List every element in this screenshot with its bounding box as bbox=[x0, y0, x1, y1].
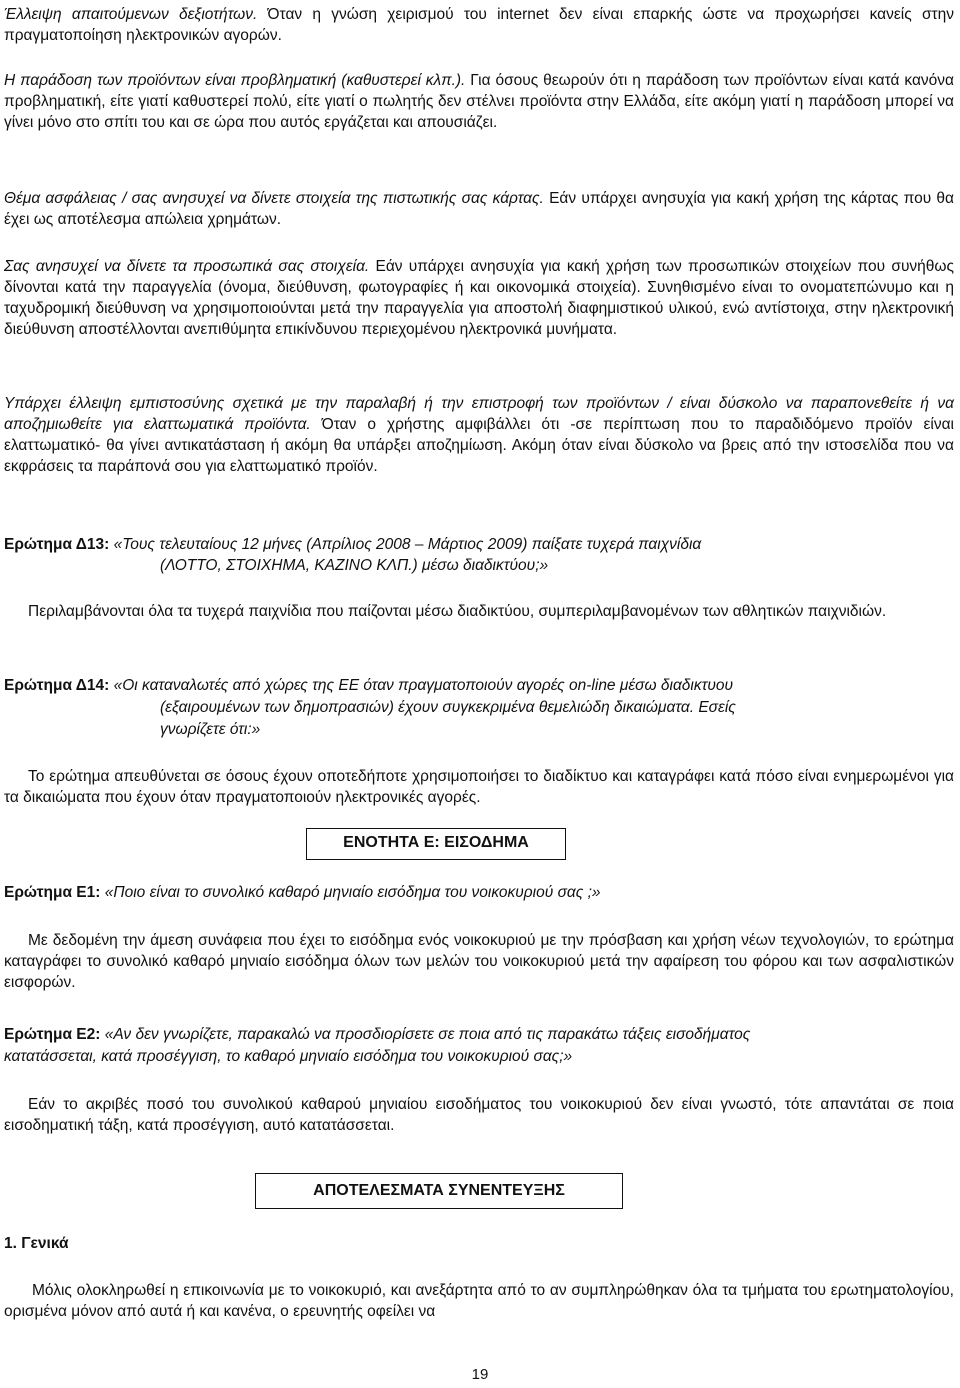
paragraph-lead: Η παράδοση των προϊόντων είναι προβληματική (καθυστερεί κλπ.). bbox=[4, 72, 466, 89]
question-label: Ερώτημα Ε2: bbox=[4, 1026, 101, 1043]
paragraph-delivery bbox=[4, 70, 954, 133]
paragraph-lead: Έλλειψη απαιτούμενων δεξιοτήτων. bbox=[4, 6, 258, 23]
answer-e1: Με δεδομένη την άμεση συνάφεια που έχει το εισόδημα ενός νοικοκυριού με την πρόσβαση και χρήση νέων τεχνολογιών, το ερώτημα καταγράφει το συνολικό καθαρό μηνιαίο εισόδημα όλων των μελών του νοικοκυριού μετά την αφαίρεση του φόρου και των ασφαλιστικών εισφορών. bbox=[4, 932, 954, 991]
section-heading-general: 1. Γενικά bbox=[4, 1235, 69, 1252]
question-text: «Ποιο είναι το συνολικό καθαρό μηνιαίο εισόδημα του νοικοκυριού σας ;» bbox=[104, 884, 601, 901]
question-text-line-1: «Αν δεν γνωρίζετε, παρακαλώ να προσδιορίσετε σε ποια από τις παρακάτω τάξεις εισοδήματος bbox=[104, 1026, 751, 1043]
paragraph-text: Όταν η γνώση χειρισμού του internet δεν είναι επαρκής ώστε να προχωρήσει κανείς στην πραγματοποίηση ηλεκτρονικών αγορών. bbox=[4, 6, 955, 44]
answer-d14: Το ερώτημα απευθύνεται σε όσους έχουν οποτεδήποτε χρησιμοποιήσει το διαδίκτυο και καταγράφει κατά πόσο είναι ενημερωμένοι για τα δικαιώματα που έχουν όταν πραγματοποιούν ηλεκτρονικές αγορές. bbox=[4, 768, 954, 806]
paragraph-lead: Σας ανησυχεί να δίνετε τα προσωπικά σας στοιχεία. bbox=[4, 258, 370, 275]
paragraph-text: Για όσους θεωρούν ότι η παράδοση των προϊόντων είναι κατά κανόνα προβληματική, είτε γιατί καθυστερεί πολύ, είτε γιατί ο πωλητής δεν στέλνει προϊόντα στην Ελλάδα, είτε ακόμη γιατί η παράδοση μπορεί να γίνει μόνο στο σπίτι του και σε ώρα που αυτός εργάζεται και απουσιάζει. bbox=[4, 72, 955, 131]
question-text-line-3: γνωρίζετε ότι:» bbox=[160, 721, 261, 738]
answer-d13: Περιλαμβάνονται όλα τα τυχερά παιχνίδια που παίζονται μέσω διαδικτύου, συμπεριλαμβανομένων των αθλητικών παιχνιδιών. bbox=[28, 603, 887, 620]
question-text-line-2: (εξαιρουμένων των δημοπρασιών) έχουν συγκεκριμένα θεμελιώδη δικαιώματα. Εσείς bbox=[160, 699, 736, 716]
results-title: ΑΠΟΤΕΛΕΣΜΑΤΑ ΣΥΝΕΝΤΕΥΞΗΣ bbox=[255, 1173, 623, 1209]
question-text-line-2: κατατάσσεται, κατά προσέγγιση, το καθαρό μηνιαίο εισόδημα του νοικοκυριού σας;» bbox=[4, 1048, 573, 1065]
paragraph-card-security bbox=[4, 188, 954, 230]
paragraph-text: Εάν υπάρχει ανησυχία για κακή χρήση της κάρτας που θα έχει ως αποτέλεσμα απώλεια χρημάτων. bbox=[4, 190, 954, 228]
paragraph-text: Όταν ο χρήστης αμφιβάλλει ότι -σε περίπτωση που το παραδιδόμενο προϊόν είναι ελαττωματικό- θα γίνει αντικατάσταση ή ακόμη θα υπάρξει αποζημίωση. Ακόμη όταν είναι δύσκολο να βρεις από την ιστοσελίδα που να εκφράσεις τα παράπονά σου για ελαττωματικό προϊόν. bbox=[4, 416, 954, 475]
paragraph-text: Εάν υπάρχει ανησυχία για κακή χρήση των προσωπικών στοιχείων που συνήθως δίνονται κατά την παραγγελία (όνομα, διεύθυνση, φωτογραφίες ή και οικονομικά στοιχεία). Συνηθισμένο είναι το ονοματεπώνυμο και η ταχυδρομική διεύθυνση να χρησιμοποιούνται μετά την παραγγελία για αποστολή διαφημιστικού υλικού, ενώ αντίστοιχα, στην ηλεκτρονική διεύθυνση αποστέλλονται ανεπιθύμητα επικίνδυνου περιεχομένου ηλεκτρονικά μυνήματα. bbox=[4, 258, 954, 338]
question-text-line-1: «Τους τελευταίους 12 μήνες (Απρίλιος 2008 – Μάρτιος 2009) παίξατε τυχερά παιχνίδια bbox=[113, 536, 702, 553]
paragraph-lead: Υπάρχει έλλειψη εμπιστοσύνης σχετικά με την παραλαβή ή την επιστροφή των προϊόντων / είναι δύσκολο να παραπονεθείτε ή να αποζημιωθείτε για ελαττωματικά προϊόντα. bbox=[4, 395, 954, 433]
section-e-title: ΕΝΟΤΗΤΑ Ε: ΕΙΣΟΔΗΜΑ bbox=[306, 828, 566, 860]
paragraph-skills bbox=[4, 4, 954, 46]
paragraph-general: Μόλις ολοκληρωθεί η επικοινωνία με το νοικοκυριό, και ανεξάρτητα από το αν συμπληρώθηκαν όλα τα τμήματα του ερωτηματολογίου, ορισμένα μόνον από αυτά ή και κανένα, ο ερευνητής οφείλει να bbox=[4, 1282, 954, 1320]
paragraph-personal-data bbox=[4, 256, 954, 340]
question-text-line-1: «Οι καταναλωτές από χώρες της ΕΕ όταν πραγματοποιούν αγορές on-line μέσω διαδικτυου bbox=[113, 677, 734, 694]
question-label: Ερώτημα Δ14: bbox=[4, 677, 110, 694]
question-label: Ερώτημα Δ13: bbox=[4, 536, 110, 553]
question-label: Ερώτημα Ε1: bbox=[4, 884, 101, 901]
answer-e2: Εάν το ακριβές ποσό του συνολικού καθαρού μηνιαίου εισοδήματος του νοικοκυριού δεν είναι γνωστό, τότε απαντάται σε ποια εισοδηματική τάξη, κατά προσέγγιση, αυτό κατατάσσεται. bbox=[4, 1096, 954, 1134]
paragraph-trust bbox=[4, 393, 954, 477]
paragraph-lead: Θέμα ασφάλειας / σας ανησυχεί να δίνετε στοιχεία της πιστωτικής σας κάρτας. bbox=[4, 190, 544, 207]
question-e1 bbox=[4, 882, 601, 903]
question-text-line-2: (ΛΟΤΤΟ, ΣΤΟΙΧΗΜΑ, ΚΑΖΙΝΟ ΚΛΠ.) μέσω διαδικτύου;» bbox=[160, 557, 549, 574]
page-number: 19 bbox=[471, 1366, 489, 1383]
